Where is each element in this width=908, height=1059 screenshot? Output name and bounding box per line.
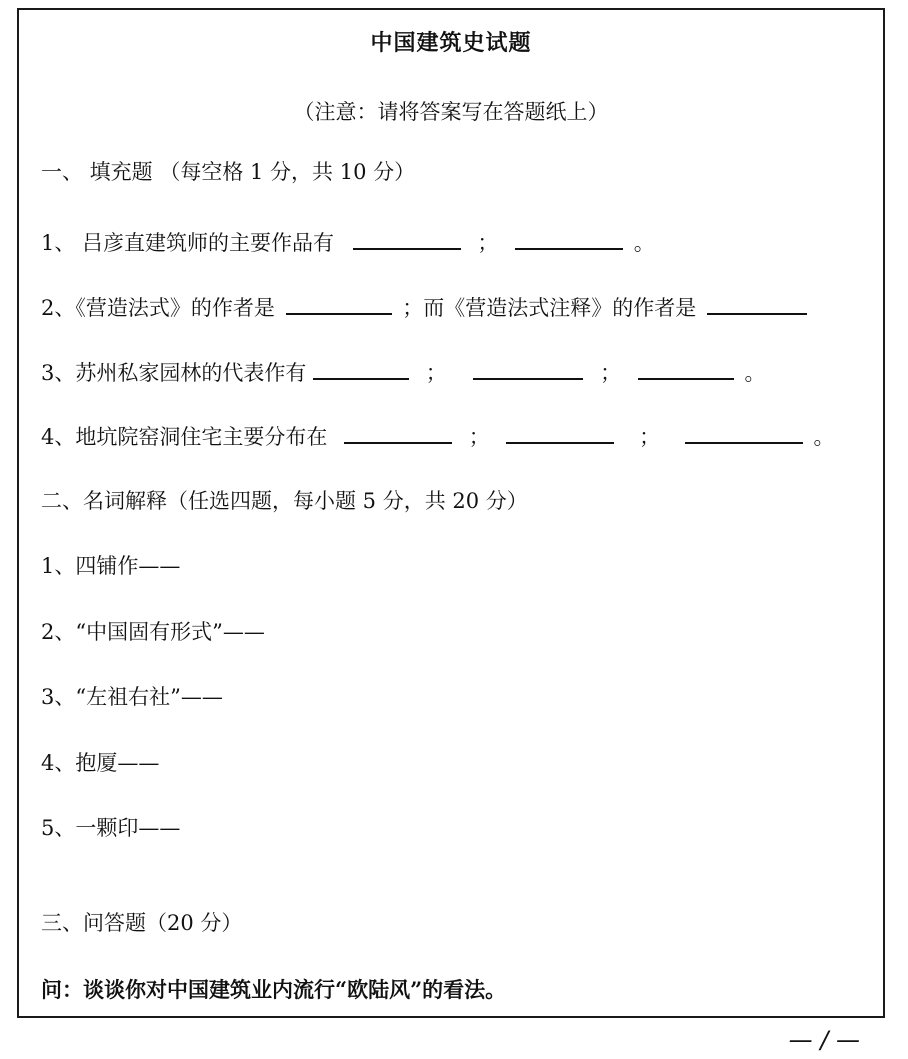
- answer-blank[interactable]: [707, 291, 807, 315]
- answer-blank[interactable]: [506, 420, 614, 444]
- term-item-2: 2、“中国固有形式”——: [41, 620, 265, 644]
- answer-blank[interactable]: [473, 356, 583, 380]
- answer-blank[interactable]: [313, 356, 409, 380]
- fill-question-1: [41, 226, 655, 257]
- question-text: ；而《营造法式注释》的作者是: [402, 296, 697, 320]
- term-item-3: 3、“左祖右社”——: [41, 685, 223, 709]
- section3-heading: 三、问答题（20 分）: [41, 911, 243, 935]
- separator: ；: [468, 425, 490, 449]
- question-text: 3、苏州私家园林的代表作有: [41, 361, 307, 385]
- exam-title: 中国建筑史试题: [370, 30, 532, 56]
- end-mark: 。: [633, 231, 655, 255]
- term-item-4: 4、抱厦——: [41, 751, 160, 775]
- answer-blank[interactable]: [638, 356, 734, 380]
- exam-sheet: [17, 8, 885, 1018]
- separator: ；: [639, 425, 661, 449]
- end-mark: 。: [813, 425, 835, 449]
- separator: ；: [600, 361, 622, 385]
- answer-blank[interactable]: [353, 226, 461, 250]
- fill-question-4: [41, 420, 835, 451]
- term-item-5: 5、一颗印——: [41, 816, 181, 840]
- separator: ；: [425, 361, 447, 385]
- answer-blank[interactable]: [286, 291, 392, 315]
- answer-blank[interactable]: [685, 420, 803, 444]
- section1-heading: 一、 填充题 （每空格 1 分，共 10 分）: [41, 160, 416, 184]
- separator: ；: [477, 231, 499, 255]
- section2-heading: 二、名词解释（任选四题，每小题 5 分，共 20 分）: [41, 489, 528, 513]
- term-item-1: 1、四铺作——: [41, 554, 181, 578]
- question-text: 2、《营造法式》的作者是: [41, 296, 275, 320]
- answer-note: （注意：请将答案写在答题纸上）: [293, 100, 609, 124]
- question-text: 1、 吕彦直建筑师的主要作品有: [41, 231, 335, 255]
- answer-blank[interactable]: [515, 226, 623, 250]
- page-number: — / —: [788, 1026, 860, 1054]
- answer-blank[interactable]: [344, 420, 452, 444]
- question-text: 4、地坑院窑洞住宅主要分布在: [41, 425, 328, 449]
- essay-question: 问：谈谈你对中国建筑业内流行“欧陆风”的看法。: [41, 977, 507, 1002]
- fill-question-2: [41, 291, 811, 322]
- fill-question-3: [41, 356, 766, 387]
- end-mark: 。: [744, 361, 766, 385]
